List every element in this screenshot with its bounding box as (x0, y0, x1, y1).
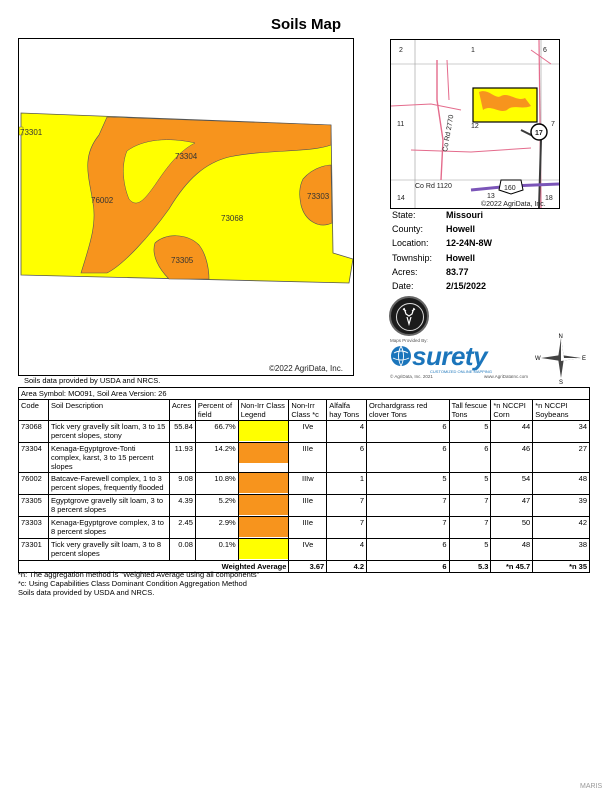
soil-class: IVe (289, 421, 327, 443)
alfalfa-tons: 4 (327, 539, 367, 561)
class-legend-swatch (238, 421, 289, 443)
section-label-13: 13 (487, 193, 495, 200)
info-value: 2/15/2022 (446, 280, 487, 291)
fescue-tons: 6 (449, 443, 491, 473)
soil-percent: 2.9% (195, 517, 238, 539)
info-row-location (392, 236, 492, 250)
soils-map-canvas (19, 39, 353, 375)
alfalfa-tons: 7 (327, 495, 367, 517)
orchardgrass-tons: 6 (367, 539, 450, 561)
soil-percent: 5.2% (195, 495, 238, 517)
surety-tagline: CUSTOMIZED ONLINE MAPPING (430, 369, 492, 374)
orchardgrass-tons: 7 (367, 517, 450, 539)
globe-icon (390, 345, 412, 367)
page-title: Soils Map (270, 16, 341, 33)
soil-acres: 11.93 (169, 443, 195, 473)
soil-description: Batcave-Farewell complex, 1 to 3 percent slopes, frequently flooded (48, 473, 169, 495)
info-key: Date: (392, 280, 414, 291)
soil-description: Kenaga-Egyptgrove-Tonti complex, karst, 3 to 15 percent slopes (48, 443, 169, 473)
weighted-label: Weighted Average (19, 561, 289, 573)
section-label-11: 11 (397, 121, 405, 128)
usda-note: Soils data provided by USDA and NRCS. (24, 376, 161, 385)
soil-class: IIIe (289, 495, 327, 517)
table-row (19, 495, 590, 517)
table-row (19, 539, 590, 561)
soil-class: IIIe (289, 517, 327, 539)
area-symbol-row (19, 388, 590, 400)
map-label-73305: 73305 (171, 256, 194, 265)
road-label-co-rd-1120: Co Rd 1120 (415, 183, 452, 190)
col-header: Code (19, 400, 49, 421)
footnote-n: *n: The aggregation method is "Weighted Average using all components" (18, 570, 260, 579)
orchardgrass-tons: 5 (367, 473, 450, 495)
soil-percent: 66.7% (195, 421, 238, 443)
nccpi-corn: 46 (491, 443, 533, 473)
soil-acres: 55.84 (169, 421, 195, 443)
nccpi-soybeans: 38 (533, 539, 590, 561)
nccpi-soybeans: 48 (533, 473, 590, 495)
soil-acres: 9.08 (169, 473, 195, 495)
class-legend-swatch (238, 539, 289, 561)
soil-description: Tick very gravelly silt loam, 3 to 8 percent slopes (48, 539, 169, 561)
nccpi-corn: 54 (491, 473, 533, 495)
info-value: Howell (446, 252, 476, 263)
fescue-tons: 5 (449, 421, 491, 443)
legend-color (239, 495, 289, 515)
section-label-6: 6 (543, 47, 547, 54)
table-row (19, 473, 590, 495)
surety-footer-right: www.AgriDataInc.com (483, 374, 528, 379)
soil-description: Egyptgrove gravelly silt loam, 3 to 8 percent slopes (48, 495, 169, 517)
map-label-76002: 76002 (91, 196, 114, 205)
soils-map (18, 38, 354, 376)
legend-color (239, 421, 289, 441)
soil-code: 73304 (19, 443, 49, 473)
watermark: MARIS (580, 783, 603, 790)
section-label-14: 14 (397, 195, 405, 202)
soil-code: 73305 (19, 495, 49, 517)
map-copyright: ©2022 AgriData, Inc. (269, 364, 343, 373)
info-key: County: (392, 224, 424, 235)
table-row (19, 443, 590, 473)
class-legend-swatch (238, 443, 289, 473)
section-label-7: 7 (551, 121, 555, 128)
soil-code: 76002 (19, 473, 49, 495)
nccpi-soybeans: 34 (533, 421, 590, 443)
nccpi-soybeans: 42 (533, 517, 590, 539)
maps-provided-by: Maps Provided By: (390, 338, 428, 343)
soil-class: IVe (289, 539, 327, 561)
legend-color (239, 473, 289, 493)
soil-acres: 4.39 (169, 495, 195, 517)
info-row-county (392, 222, 492, 236)
info-value: 12-24N-8W (446, 238, 493, 249)
nccpi-corn: 47 (491, 495, 533, 517)
class-legend-swatch (238, 495, 289, 517)
col-header: *n NCCPI Corn (491, 400, 533, 421)
footnote-usda: Soils data provided by USDA and NRCS. (18, 588, 155, 597)
road-label-co-rd-2770: Co Rd 2770 (442, 114, 456, 153)
info-value: Howell (446, 224, 476, 235)
soil-acres: 0.08 (169, 539, 195, 561)
nccpi-soybeans: 39 (533, 495, 590, 517)
legend-color (239, 443, 289, 463)
soil-description: Tick very gravelly silt loam, 3 to 15 percent slopes, stony (48, 421, 169, 443)
surety-footer-left: © AgriData, Inc. 2021 (390, 374, 433, 379)
inset-copyright: ©2022 AgriData, Inc. (481, 201, 546, 208)
class-legend-swatch (238, 473, 289, 495)
compass-south: S (559, 380, 564, 384)
col-header: Non-Irr Class *c (289, 400, 327, 421)
info-row-acres (392, 265, 492, 279)
fescue-tons: 5 (449, 539, 491, 561)
orchardgrass-tons: 6 (367, 443, 450, 473)
nccpi-corn: 48 (491, 539, 533, 561)
table-row (19, 421, 590, 443)
compass-east: E (582, 356, 587, 362)
compass-north: N (558, 334, 563, 340)
soil-percent: 14.2% (195, 443, 238, 473)
soil-code: 73303 (19, 517, 49, 539)
col-header: *n NCCPI Soybeans (533, 400, 590, 421)
compass-west: W (535, 356, 541, 362)
weighted-orchard: 6 (367, 561, 450, 573)
soil-class: IIIw (289, 473, 327, 495)
nccpi-soybeans: 27 (533, 443, 590, 473)
info-row-township (392, 251, 492, 265)
col-header: Orchardgrass red clover Tons (367, 400, 450, 421)
orchardgrass-tons: 7 (367, 495, 450, 517)
footnote-c: *c: Using Capabilities Class Dominant Condition Aggregation Method (18, 579, 247, 588)
soil-class: IIIe (289, 443, 327, 473)
info-row-date (392, 279, 492, 293)
table-header-row (19, 400, 590, 421)
weighted-soy: *n 35 (533, 561, 590, 573)
weighted-corn: *n 45.7 (491, 561, 533, 573)
soils-table (18, 387, 590, 573)
section-label-1: 1 (471, 47, 475, 54)
alfalfa-tons: 1 (327, 473, 367, 495)
soil-percent: 0.1% (195, 539, 238, 561)
fescue-tons: 7 (449, 517, 491, 539)
weighted-class: 3.67 (289, 561, 327, 573)
alfalfa-tons: 6 (327, 443, 367, 473)
weighted-alfalfa: 4.2 (327, 561, 367, 573)
legend-color (239, 517, 289, 537)
alfalfa-tons: 7 (327, 517, 367, 539)
locator-map (390, 39, 560, 209)
surety-brand: surety (412, 340, 488, 371)
orchardgrass-tons: 6 (367, 421, 450, 443)
deer-seal-icon (389, 296, 429, 336)
location-info (392, 208, 492, 293)
map-label-73068: 73068 (221, 214, 244, 223)
highway-160-label: 160 (504, 185, 516, 192)
surety-logo (390, 338, 528, 380)
fescue-tons: 5 (449, 473, 491, 495)
info-value: Missouri (446, 210, 484, 220)
soil-code: 73068 (19, 421, 49, 443)
map-label-73304: 73304 (175, 152, 198, 161)
soil-description: Kenaga-Egyptgrove complex, 3 to 8 percent slopes (48, 517, 169, 539)
class-legend-swatch (238, 517, 289, 539)
compass-rose-icon (535, 332, 587, 384)
soil-acres: 2.45 (169, 517, 195, 539)
info-value: 83.77 (446, 266, 469, 277)
section-label-18: 18 (545, 195, 553, 202)
col-header: Non-Irr Class Legend (238, 400, 289, 421)
area-symbol: Area Symbol: MO091, Soil Area Version: 26 (19, 388, 590, 400)
info-key: Acres: (392, 266, 418, 277)
soil-code: 73301 (19, 539, 49, 561)
col-header: Alfalfa hay Tons (327, 400, 367, 421)
highway-17-label: 17 (535, 130, 543, 137)
map-label-73303: 73303 (307, 192, 330, 201)
info-row-state (392, 208, 492, 222)
table-row (19, 517, 590, 539)
info-key: Township: (392, 252, 433, 263)
info-key: Location: (392, 238, 429, 249)
nccpi-corn: 50 (491, 517, 533, 539)
col-header: Tall fescue Tons (449, 400, 491, 421)
fescue-tons: 7 (449, 495, 491, 517)
info-key: State: (392, 210, 416, 220)
col-header: Percent of field (195, 400, 238, 421)
soil-percent: 10.8% (195, 473, 238, 495)
legend-color (239, 539, 289, 559)
section-label-2: 2 (399, 47, 403, 54)
locator-map-canvas (391, 40, 559, 208)
footnotes (18, 570, 259, 597)
alfalfa-tons: 4 (327, 421, 367, 443)
map-label-73301: 73301 (20, 128, 43, 137)
weighted-fescue: 5.3 (449, 561, 491, 573)
section-label-12: 12 (471, 123, 479, 130)
col-header: Soil Description (48, 400, 169, 421)
nccpi-corn: 44 (491, 421, 533, 443)
col-header: Acres (169, 400, 195, 421)
